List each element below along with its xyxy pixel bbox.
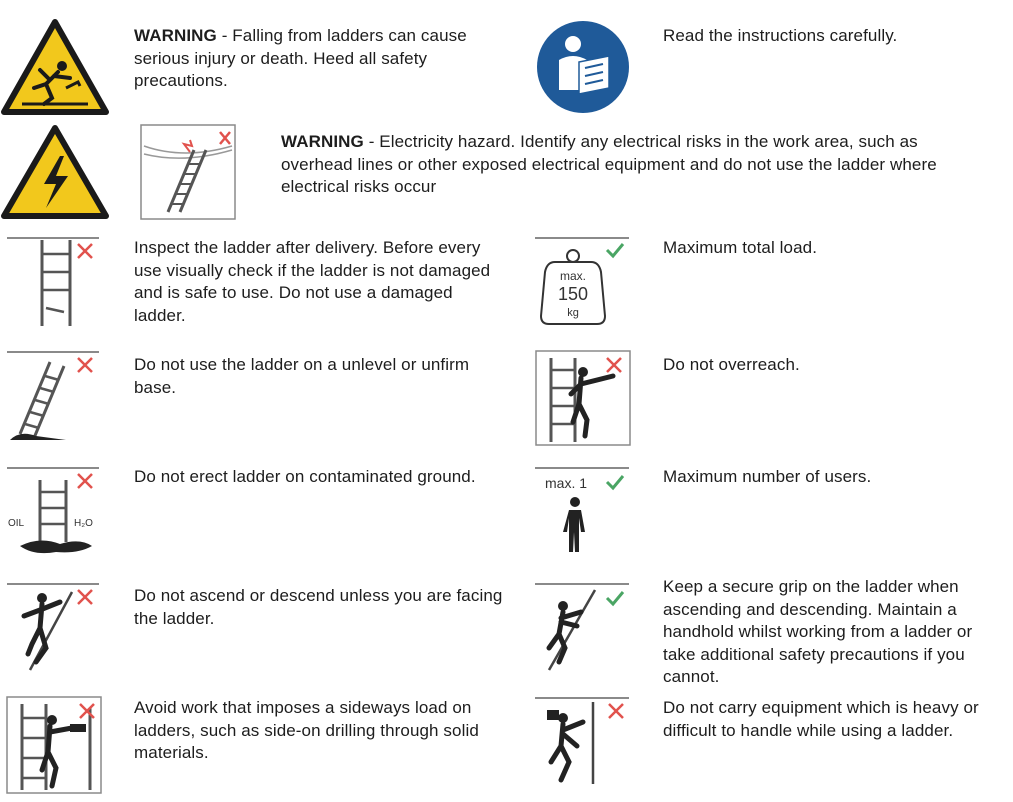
max-load-value: 150 (557, 284, 589, 304)
max-users-text: Maximum number of users. (663, 467, 872, 486)
max-load-max-label: max. (559, 269, 587, 283)
overreach-text: Do not overreach. (663, 355, 800, 374)
read-instructions-text: Read the instructions carefully. (663, 26, 898, 45)
max-load-unit: kg (567, 307, 579, 319)
heavy-equipment-icon (535, 696, 631, 790)
sideways-text: Avoid work that imposes a sideways load on ladders, such as side-on drilling through solid materials. (134, 698, 479, 762)
contaminated-ground-icon (6, 466, 100, 560)
facing-text: Do not ascend or descend unless you are facing the ladder. (134, 586, 503, 628)
grip-text: Keep a secure grip on the ladder when ascending and descending. Maintain a handhold whilst working from a ladder or take additional safety precautions if you cannot. (663, 577, 973, 686)
fall-warning-body: - Falling from ladders can cause serious injury or death. Heed all safety precautions. (134, 26, 467, 90)
oil-label: OIL (8, 518, 25, 529)
unlevel-text: Do not use the ladder on a unlevel or unfirm base. (134, 355, 470, 397)
fall-warning-bold: WARNING (134, 26, 217, 45)
overhead-line-ladder-icon (140, 124, 236, 220)
electricity-warning-body: - Electricity hazard. Identify any electrical risks in the work area, such as overhead lines or other exposed electrical equipment and do not use the ladder where electrical risks occur (281, 132, 937, 196)
contaminated-text: Do not erect ladder on contaminated ground. (134, 467, 476, 486)
water-label: H₂O (74, 518, 93, 529)
electricity-warning-text (281, 131, 981, 199)
heavy-text: Do not carry equipment which is heavy or difficult to handle while using a ladder. (663, 698, 979, 740)
max-load-icon (535, 236, 631, 330)
max-users-label: max. 1 (545, 475, 588, 491)
sideways-load-icon (6, 696, 102, 794)
fall-warning-text (134, 25, 504, 93)
fall-warning-icon (0, 18, 110, 116)
secure-grip-icon (535, 582, 631, 676)
overreach-icon (535, 350, 631, 446)
facing-ladder-icon (6, 582, 100, 676)
electricity-warning-icon (0, 124, 110, 220)
damaged-ladder-icon (6, 236, 100, 330)
read-instructions-icon (535, 18, 631, 116)
electricity-warning-bold: WARNING (281, 132, 364, 151)
max-users-icon (535, 466, 631, 560)
unlevel-base-icon (6, 350, 100, 444)
inspect-text: Inspect the ladder after delivery. Before every use visually check if the ladder is not damaged and is safe to use. Do not use a damaged ladder. (134, 238, 491, 325)
max-load-text: Maximum total load. (663, 238, 818, 257)
